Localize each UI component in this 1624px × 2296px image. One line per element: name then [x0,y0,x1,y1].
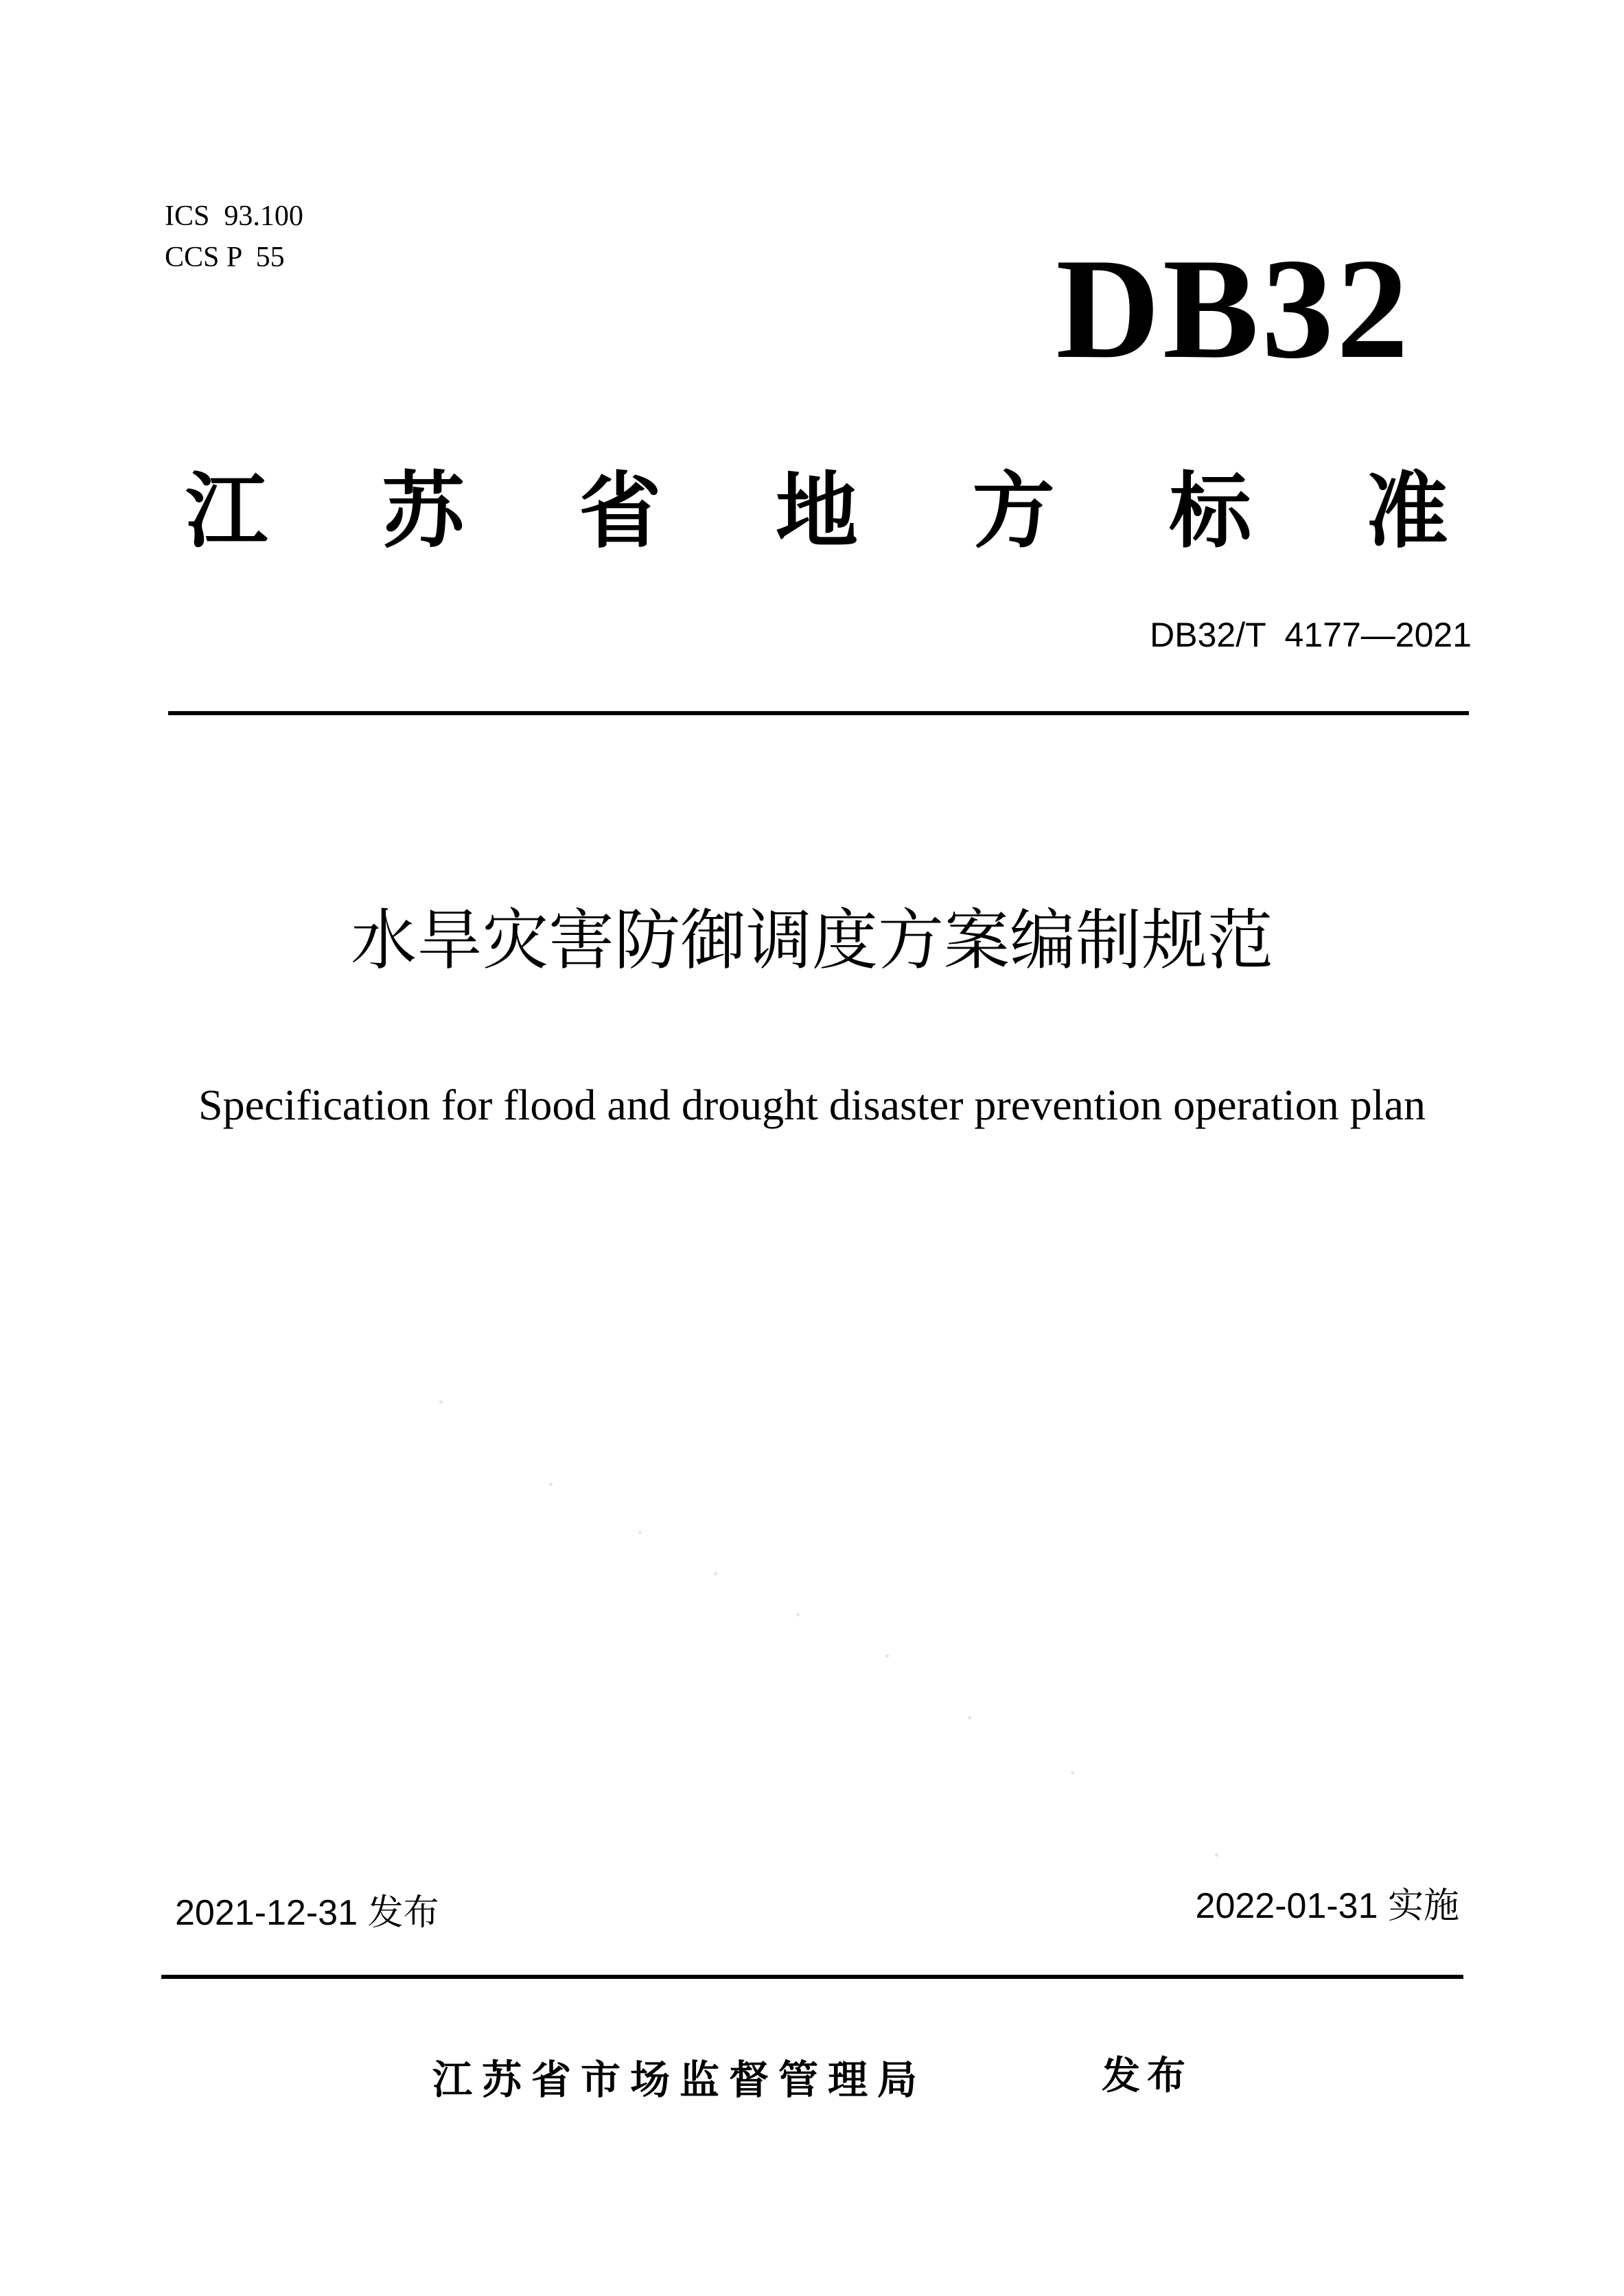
standard-type-char: 标 [1169,464,1252,559]
standard-type-char: 苏 [382,464,465,559]
implement-date: 2022-01-31 [1195,1886,1378,1926]
db-logo: DB32 [1056,229,1411,389]
standard-type-char: 准 [1365,464,1448,559]
standard-type-char: 地 [775,464,858,559]
bottom-divider [161,1975,1463,1979]
implement-label: 实施 [1387,1886,1459,1927]
title-english: Specification for flood and drought disaster prevention operation plan [198,1080,1426,1129]
scan-speck [549,1483,553,1486]
scan-speck [1215,1853,1218,1857]
issue-date: 2021-12-31 [175,1893,358,1933]
implement-date-line [1196,1884,1459,1928]
standard-type-char: 方 [972,464,1055,559]
title-chinese: 水旱灾害防御调度方案编制规范 [351,902,1273,979]
ccs-code: CCS P 55 [165,242,285,273]
top-divider [168,711,1469,715]
ics-code: ICS 93.100 [165,200,303,232]
standard-type-char: 江 [185,464,268,559]
scan-speck [885,1654,889,1658]
scan-speck [1071,1771,1074,1774]
scan-speck [796,1613,800,1616]
standard-type-char: 省 [579,464,662,559]
publish-label: 发布 [1102,2054,1192,2098]
scan-speck [439,1400,443,1404]
scan-speck [968,1716,971,1719]
issue-date-line [175,1891,439,1935]
scan-speck [638,1531,642,1534]
standard-number: DB32/T 4177—2021 [1150,616,1472,654]
scan-speck [714,1572,717,1575]
issue-label: 发布 [367,1892,439,1934]
publisher-name: 江苏省市场监督管理局 [432,2056,927,2103]
standard-type-heading [185,453,1448,559]
